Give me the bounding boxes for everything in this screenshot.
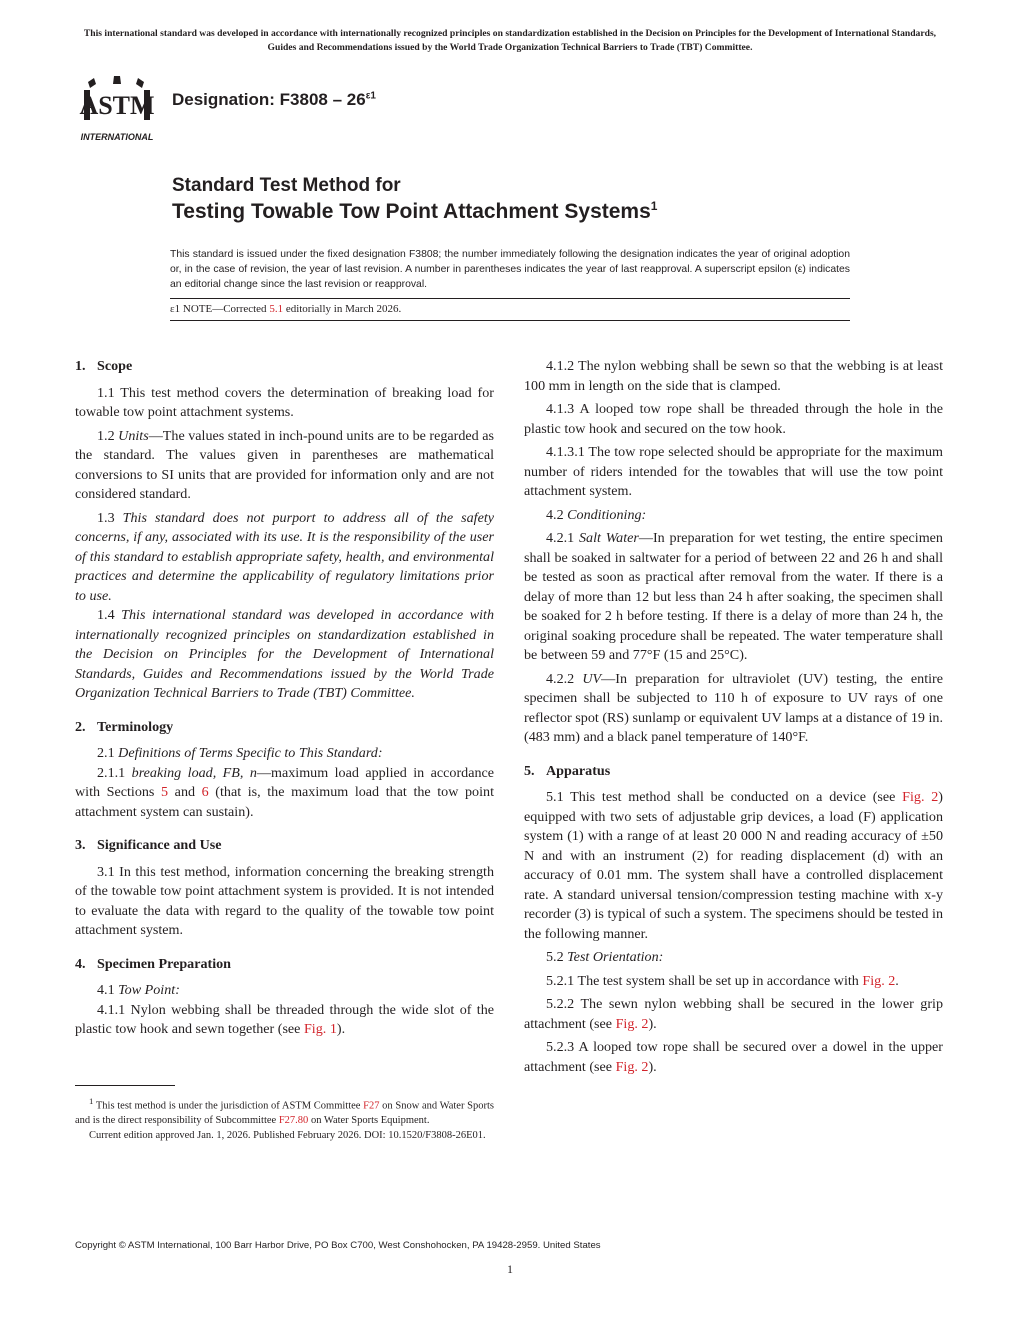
paragraph: 3.1 In this test method, information concerning the breaking strength of the towable tow point attachment system is provided. It is not intended to evaluate the data with regard to the quality of the towable tow point attachment system. [75, 863, 494, 938]
figure-link[interactable]: Fig. 2 [615, 1015, 649, 1032]
section-link[interactable]: 6 [201, 784, 209, 800]
section-heading-apparatus: 5. Apparatus [524, 762, 611, 779]
section-heading-terminology: 2. Terminology [75, 718, 174, 735]
left-column [75, 357, 494, 1040]
paragraph: 1.4 This international standard was developed in accordance with internationally recognized principles on standardization established in the Decision on Principles for the Development of International Standards, Guides and Recommendations issued by the World Trade Organization Technical Barriers to Trade (TBT) Committee. [75, 607, 494, 701]
paragraph: 5.2 Test Orientation: [546, 949, 664, 965]
paragraph: 5.2.2 The sewn nylon webbing shall be secured in the lower grip attachment (see Fig. 2). [524, 996, 943, 1032]
figure-link[interactable]: Fig. 2 [615, 1058, 649, 1075]
footnotes [75, 1094, 494, 1143]
footnote: $^1$ This test method is under the jurisdiction of ASTM Committee F27 on Snow and Water Sports and is the direct responsibility of Subcommittee F27.80 on Water Sports Equipment. [75, 1096, 494, 1126]
title-line-2: Testing Towable Tow Point Attachment Systems$^1$ [172, 199, 658, 223]
section-heading-significance: 3. Significance and Use [75, 837, 222, 853]
section-link[interactable]: 5.1 [269, 303, 284, 315]
figure-link[interactable]: Fig. 1 [303, 1021, 337, 1037]
paragraph: 5.1 This test method shall be conducted on a device (see Fig. 2) equipped with two sets of adjustable grip devices, a load (F) application system (1) with a range of at least 20 000 N and reading accuracy of ±50 N and with an instrument (2) for reading displacement (d) with an accuracy of 0.01 mm. The system shall have a controlled displacement rate. A standard universal tension/compression testing machine with x-y recorder (3) is typical of such a system. The specimens should be tested in the following manner. [524, 789, 943, 942]
footnote-divider [75, 1085, 175, 1086]
svg-text:ASTM: ASTM [79, 91, 155, 120]
designation: Designation: $F3808 - 26^{\varepsilon 1}$ [172, 90, 376, 109]
figure-link[interactable]: Fig. 2 [862, 972, 896, 989]
issued-statement: This standard is issued under the fixed designation F3808; the number immediately following the designation indicates the year of original adoption or, in the case of revision, the year of last revision. A number in parentheses indicates the year of last reapproval. A superscript epsilon (ε) indicates an editorial change since the last revision or reapproval. [170, 249, 850, 290]
footnote: Current edition approved Jan. 1, 2026. Published February 2026. DOI: 10.1520/F3808-26E01. [89, 1129, 486, 1141]
paragraph: 4.1.3.1 The tow rope selected should be appropriate for the maximum number of riders intended for the towables that will use the tow point attachment system. [524, 444, 943, 499]
copyright: Copyright © ASTM International, 100 Barr Harbor Drive, PO Box C700, West Conshohocken, PA 19428-2959. United States [75, 1240, 601, 1251]
right-column [524, 357, 943, 1077]
paragraph: 2.1 Definitions of Terms Specific to This Standard: [97, 745, 383, 761]
figure-link[interactable]: Fig. 2 [902, 789, 939, 805]
paragraph: 4.1.2 The nylon webbing shall be sewn so that the webbing is at least 100 mm in length on the side that is clamped. [524, 358, 943, 394]
paragraph: 4.2.1 Salt Water—In preparation for wet testing, the entire specimen shall be soaked in saltwater for a period of between 22 and 26 h and shall be tested as soon as practical after removal from the water. If there is a delay of more than 12 but less than 24 h after soaking, the specimen shall be soaked for 2 h before testing. If there is a delay of more than 24 h, the original soaking procedure shall be repeated. The water temperature shall be between 59 and 77°F (15 and 25°C). [524, 530, 943, 663]
paragraph: 4.1.3 A looped tow rope shall be threaded through the hole in the plastic tow hook and secured on the tow hook. [524, 401, 943, 437]
paragraph: 5.2.1 The test system shall be set up in accordance with Fig. 2. [546, 972, 899, 989]
epsilon-note: ε1 NOTE—Corrected 5.1 editorially in March 2026. [170, 303, 402, 315]
subcommittee-link[interactable]: F27.80 [278, 1115, 309, 1126]
svg-text:INTERNATIONAL: INTERNATIONAL [80, 132, 154, 142]
committee-link[interactable]: F27 [363, 1100, 380, 1112]
paragraph: 4.2 Conditioning: [546, 506, 647, 523]
paragraph: 1.2 Units—The values stated in inch-pound units are to be regarded as the standard. The values given in parentheses are mathematical conversions to SI units that are provided for information only and are not considered standard. [75, 427, 495, 502]
paragraph: 2.1.1 breaking load, FB, n—maximum load applied in accordance with Sections 5 and 6 (that is, the maximum load that the tow point attachment system can sustain). [75, 764, 495, 820]
paragraph: 1.1 This test method covers the determination of breaking load for towable tow point attachment systems. [75, 384, 494, 420]
section-link[interactable]: 5 [161, 784, 169, 800]
astm-logo-icon [74, 74, 160, 144]
title-line-1: Standard Test Method for [172, 175, 401, 196]
paragraph: 4.2.2 UV—In preparation for ultraviolet (UV) testing, the entire specimen shall be subjected to 110 h of exposure to UV rays of one reflector spot (RS) sunlamp or equivalent UV lamps at a distance of 19 in. (483 mm) and a black panel temperature of 140°F. [524, 670, 943, 745]
paragraph: 1.3 This standard does not purport to address all of the safety concerns, if any, associated with its use. It is the responsibility of the user of this standard to establish appropriate safety, health, and environmental practices and determine the applicability of regulatory limitations prior to use. [75, 509, 494, 604]
divider [170, 298, 850, 299]
international-standard-notice: This international standard was developed in accordance with internationally recognized principles on standardization established in the Decision on Principles for the Development of International Standards, Guides and Recommendations issued by the World Trade Organization Technical Barriers to Trade (TBT) Committee. [83, 28, 937, 53]
paragraph: 5.2.3 A looped tow rope shall be secured over a dowel in the upper attachment (see Fig. 2). [524, 1039, 943, 1075]
page-number: 1 [507, 1262, 513, 1276]
section-heading-scope: 1. Scope [75, 358, 133, 374]
paragraph: 4.1.1 Nylon webbing shall be threaded through the wide slot of the plastic tow hook and sewn together (see Fig. 1). [75, 1001, 494, 1037]
paragraph: 4.1 Tow Point: [97, 982, 180, 998]
section-heading-specimen: 4. Specimen Preparation [75, 955, 232, 972]
divider [170, 320, 850, 321]
